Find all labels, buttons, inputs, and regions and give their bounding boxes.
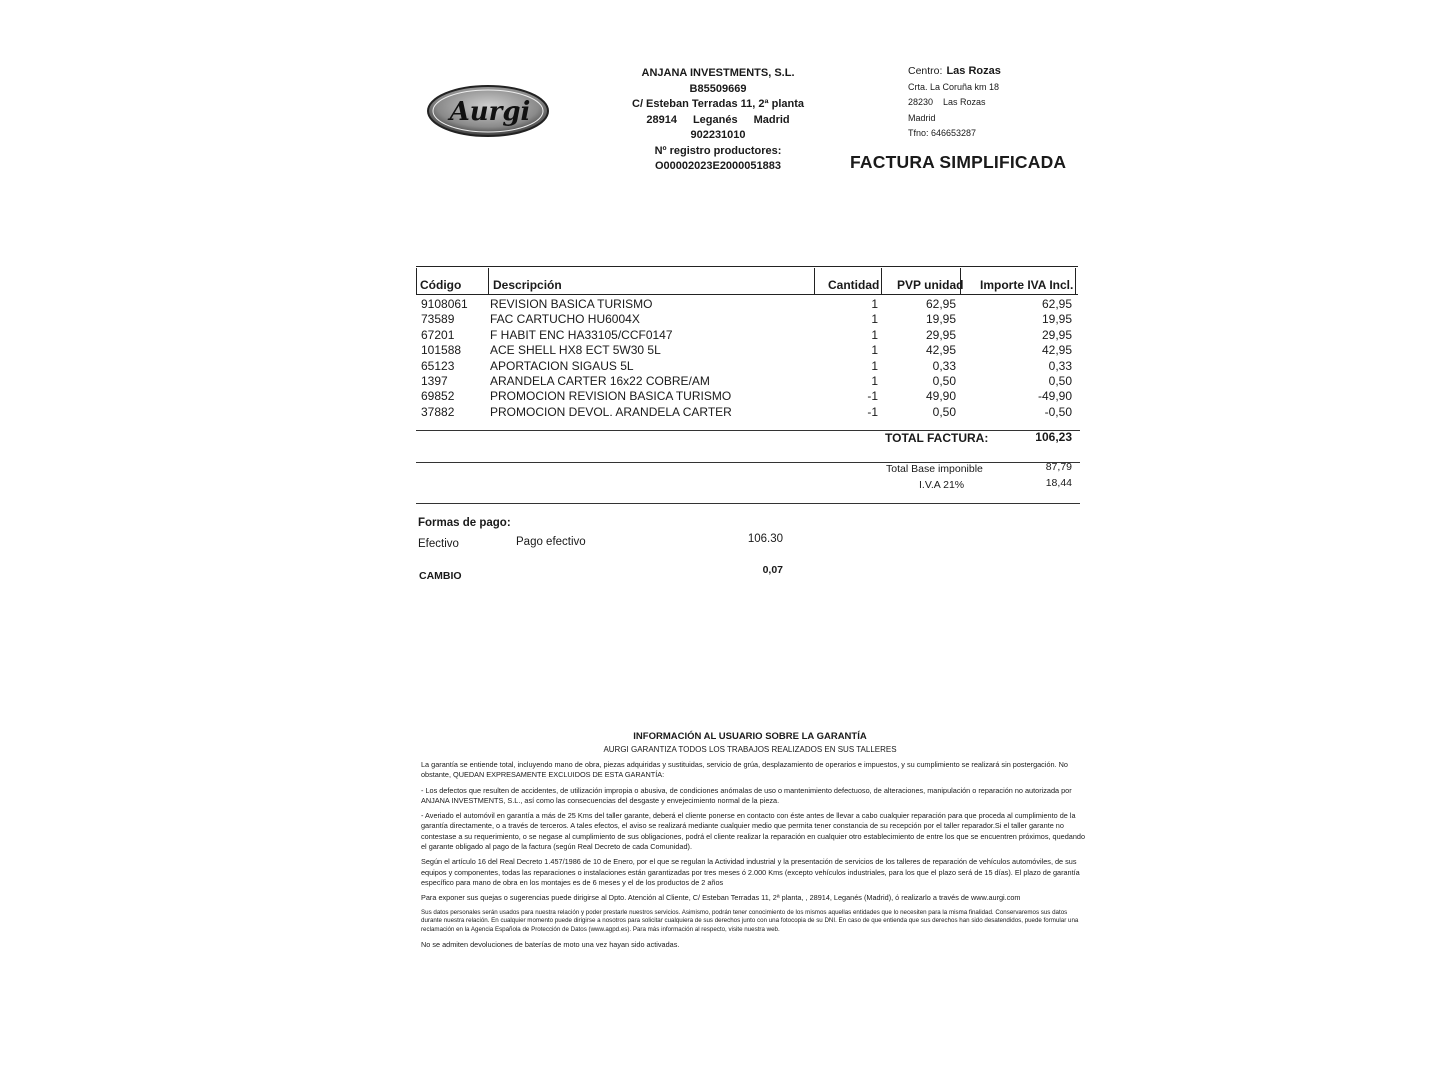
cell-amount: 0,50 xyxy=(1048,373,1072,388)
company-city: Leganés xyxy=(692,113,738,126)
cell-amount: -0,50 xyxy=(1044,404,1072,419)
cell-unit-price: 0,50 xyxy=(932,404,956,419)
header-description: Descripción xyxy=(493,278,562,292)
base-label: Total Base imponible xyxy=(886,463,983,475)
items-table xyxy=(416,266,1078,420)
cell-amount: -49,90 xyxy=(1037,389,1072,404)
cell-quantity: 1 xyxy=(871,343,878,358)
iva-label: I.V.A 21% xyxy=(919,479,965,491)
warranty-paragraph: La garantía se entiende total, incluyendo mano de obra, piezas adquiridas y sustituidas, servicio de grúa, desplazamiento de operarios e impuestos, y su cumplimiento se realizará sin postergación. No obstante, QUEDAN EXPRESAMENTE EXCLUIDOS DE ESTA GARANTÍA: xyxy=(421,760,1068,780)
iva-value: 18,44 xyxy=(1045,477,1072,489)
cell-code: 65123 xyxy=(421,358,455,373)
battery-notice: No se admiten devoluciones de baterías de moto una vez hayan sido activadas. xyxy=(421,939,680,949)
cell-unit-price: 0,50 xyxy=(932,373,956,388)
table-row xyxy=(416,405,1078,420)
payment-amount: 106.30 xyxy=(747,533,783,545)
cell-quantity: -1 xyxy=(867,389,878,404)
table-row xyxy=(416,312,1078,327)
cell-description: ARANDELA CARTER 16x22 COBRE/AM xyxy=(490,373,710,388)
payment-method: Efectivo xyxy=(418,538,459,550)
cell-code: 1397 xyxy=(421,373,448,388)
cell-amount: 19,95 xyxy=(1041,312,1072,327)
warranty-paragraph: - Los defectos que resulten de accidentes, de utilización impropia o abusiva, de condiciones anómalas de uso o mantenimiento defectuoso, de alteraciones, manipulación o reparación no autorizada por ANJANA INVESTMENTS, S.L., así como las consecuencias del desgaste y envejecimiento normal de la pieza. xyxy=(421,785,1072,805)
warranty-paragraph: Según el artículo 16 del Real Decreto 1.457/1986 de 10 de Enero, por el que se regulan la Actividad industrial y la presentación de servicios de los talleres de reparación de vehículos automóviles, de sus equipos y componentes, todas las reparaciones o instalaciones están garantizadas por tres meses ó 2.000 Kms (excepto vehículos industriales, para los que el plazo será de 15 días). El plazo de garantía específico para mano de obra en los montajes es de 6 meses y el de los productos de 2 años xyxy=(421,857,1080,887)
cell-quantity: 1 xyxy=(871,358,878,373)
change-value: 0,07 xyxy=(762,564,783,576)
warranty-title: INFORMACIÓN AL USUARIO SOBRE LA GARANTÍA xyxy=(633,731,867,742)
company-name: ANJANA INVESTMENTS, S.L. xyxy=(641,67,795,79)
cell-code: 69852 xyxy=(421,389,455,404)
cell-quantity: -1 xyxy=(867,404,878,419)
logo-text: Aurgi xyxy=(449,97,531,127)
table-header xyxy=(416,266,1078,295)
divider xyxy=(416,503,1080,504)
cell-code: 37882 xyxy=(421,404,455,419)
cell-description: PROMOCION REVISION BASICA TURISMO xyxy=(490,389,732,404)
centre-name: Las Rozas xyxy=(946,65,1001,77)
cell-unit-price: 0,33 xyxy=(932,358,956,373)
cell-unit-price: 49,90 xyxy=(925,389,956,404)
payment-title: Formas de pago: xyxy=(418,517,511,529)
table-row xyxy=(416,389,1078,404)
warranty-subtitle: AURGI GARANTIZA TODOS LOS TRABAJOS REALIZADOS EN SUS TALLERES xyxy=(603,745,897,754)
centre-address: Crta. La Coruña km 18 xyxy=(908,81,1000,92)
privacy-paragraph: Sus datos personales serán usados para nuestra relación y poder prestarle nuestros servicios. Asimismo, podrán tener conocimiento de los mismos aquellas entidades que lo necesiten para la misma finalidad. Conservaremos sus datos durante nuestra relación. En cualquier momento puede dirigirse a nosotros para solicitar cualquiera de sus derechos junto con una fotocopia de su DNI. En caso de que entienda que sus derechos han sido desatendidos, puede formular una reclamación en la Agencia Española de Protección de Datos (www.agpd.es). Para más información al respecto, visite nuestra web. xyxy=(421,908,1079,934)
centre-label: Centro: xyxy=(908,65,943,77)
table-row xyxy=(416,343,1078,358)
centre-phone: Tfno: 646653287 xyxy=(908,128,977,138)
warranty-paragraph: - Averiado el automóvil en garantía a más de 25 Kms del taller garante, deberá el cliente ponerse en contacto con éste antes de llevar a cabo cualquier reparación para que proceda al cumplimiento de la garantía directamente, o a través de terceros. A tales efectos, el aviso se realizará mediante cualquier medio que permita tener constancia de su recepción por el taller reparador.Si el taller garante no contestase a su requerimiento, o se negase al cumplimiento de sus obligaciones, podrá el cliente realizar la reparación en cualquier otro establecimiento de entre los que se encuentren próximos, quedando el garante obligado al pago de la factura (según Real Decreto de cada Comunidad). xyxy=(421,811,1086,852)
cell-quantity: 1 xyxy=(871,297,878,311)
cell-unit-price: 19,95 xyxy=(925,312,956,327)
cell-description: FAC CARTUCHO HU6004X xyxy=(490,312,640,327)
cell-code: 73589 xyxy=(421,312,455,327)
company-postal-code: 28914 xyxy=(646,113,677,126)
company-info xyxy=(618,66,818,175)
cell-code: 101588 xyxy=(421,343,462,358)
company-cif: B85509669 xyxy=(689,82,747,95)
warranty-paragraph: Para exponer sus quejas o sugerencias puede dirigirse al Dpto. Atención al Cliente, C/ Esteban Terradas 11, 2ª planta, , 28914, Leganés (Madrid), ó realizarlo a través de www.aurgi.com xyxy=(421,893,1021,903)
total-label: TOTAL FACTURA: xyxy=(885,431,989,445)
cell-description: F HABIT ENC HA33105/CCF0147 xyxy=(490,327,673,342)
cell-quantity: 1 xyxy=(871,327,878,342)
table-row xyxy=(416,374,1078,389)
company-registry-number: O00002023E2000051883 xyxy=(654,160,781,172)
company-registry-label: Nº registro productores: xyxy=(654,144,782,157)
header-quantity: Cantidad xyxy=(828,278,880,292)
centre-province: Madrid xyxy=(908,112,936,123)
table-row xyxy=(416,359,1078,374)
cell-unit-price: 62,95 xyxy=(925,297,956,311)
cell-unit-price: 29,95 xyxy=(925,327,956,342)
change-label: CAMBIO xyxy=(419,570,462,582)
cell-code: 9108061 xyxy=(421,297,468,311)
cell-quantity: 1 xyxy=(871,373,878,388)
aurgi-logo xyxy=(426,84,550,138)
payment-description: Pago efectivo xyxy=(516,536,586,548)
cell-code: 67201 xyxy=(421,327,455,342)
header-amount: Importe IVA Incl. xyxy=(980,278,1074,292)
company-phone: 902231010 xyxy=(690,129,746,141)
company-address: C/ Esteban Terradas 11, 2ª planta xyxy=(632,98,804,110)
cell-amount: 29,95 xyxy=(1041,327,1072,342)
table-row xyxy=(416,297,1078,312)
base-value: 87,79 xyxy=(1045,461,1072,473)
cell-description: ACE SHELL HX8 ECT 5W30 5L xyxy=(490,343,661,358)
centre-info xyxy=(908,64,1068,142)
cell-description: APORTACION SIGAUS 5L xyxy=(490,358,634,373)
company-province: Madrid xyxy=(753,113,790,126)
centre-city: Las Rozas xyxy=(943,97,986,107)
warranty-body xyxy=(421,760,1087,955)
document-title: FACTURA SIMPLIFICADA xyxy=(850,152,1067,172)
table-row xyxy=(416,328,1078,343)
cell-unit-price: 42,95 xyxy=(925,343,956,358)
cell-amount: 42,95 xyxy=(1041,343,1072,358)
centre-postal-code: 28230 xyxy=(908,97,934,107)
total-value: 106,23 xyxy=(1035,430,1072,444)
cell-amount: 0,33 xyxy=(1048,358,1072,373)
table-body xyxy=(416,297,1078,420)
cell-amount: 62,95 xyxy=(1041,297,1072,311)
cell-quantity: 1 xyxy=(871,312,878,327)
header-unit-price: PVP unidad xyxy=(897,278,964,292)
header-code: Código xyxy=(420,278,462,292)
cell-description: PROMOCION DEVOL. ARANDELA CARTER xyxy=(490,404,732,419)
cell-description: REVISION BASICA TURISMO xyxy=(490,297,653,311)
